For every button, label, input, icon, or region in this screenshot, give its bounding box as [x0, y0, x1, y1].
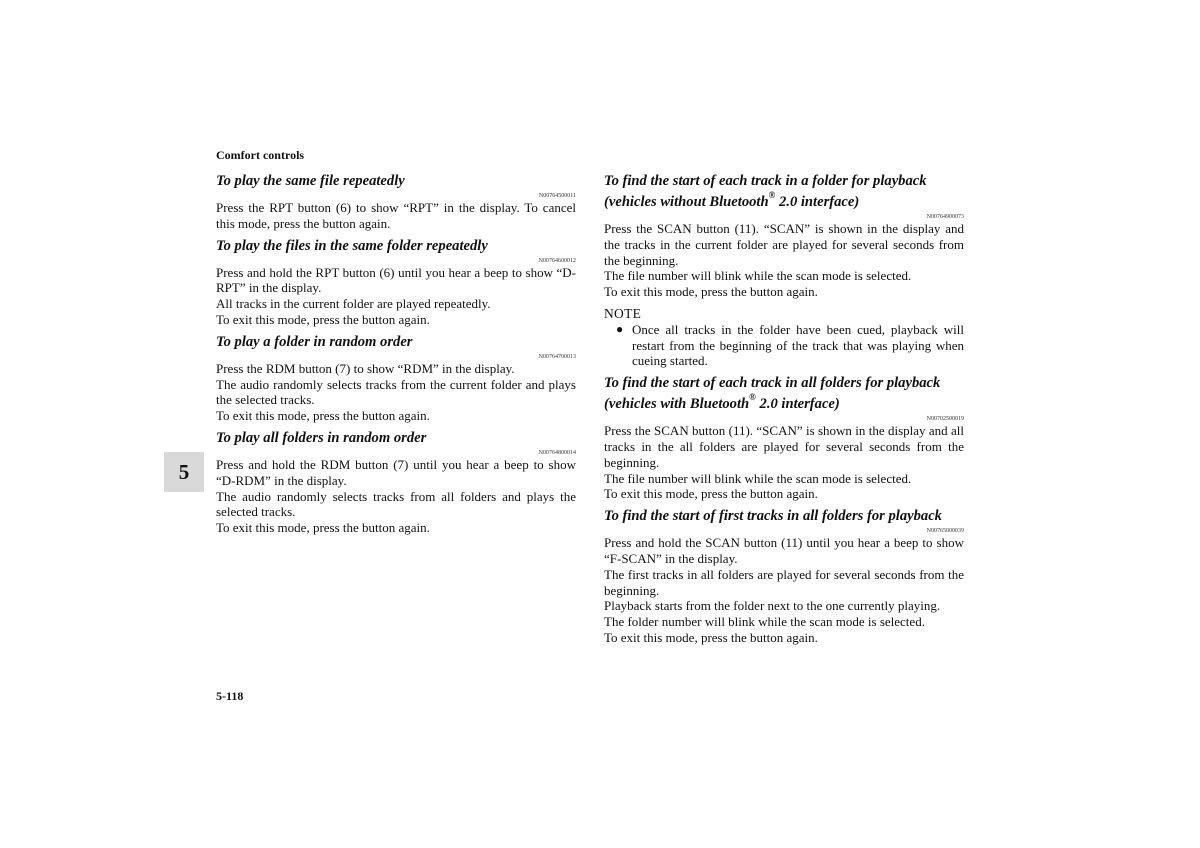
- paragraph: Press the RPT button (6) to show “RPT” in the display. To cancel this mode, press the button again.: [216, 200, 576, 231]
- section-random-folder: [216, 332, 576, 424]
- reference-code: N00764600012: [538, 257, 576, 264]
- section-heading: To find the start of each track in a folder for playback: [604, 173, 927, 189]
- reference-code: N00764900073: [926, 214, 964, 220]
- registered-mark: ®: [768, 190, 776, 201]
- registered-mark: ®: [749, 392, 756, 403]
- paragraph: Press the SCAN button (11). “SCAN” is shown in the display and the tracks in the current folder are played for several seconds from the beginning.: [604, 221, 964, 268]
- paragraph: Press and hold the RDM button (7) until you hear a beep to show “D-RDM” in the display.: [216, 456, 576, 488]
- section-heading-qualifier: (vehicles without Bluetooth® 2.0 interface): [604, 190, 860, 210]
- section-heading-qualifier: (vehicles with Bluetooth® 2.0 interface): [604, 392, 840, 413]
- reference-code: N00764800014: [538, 449, 576, 456]
- reference-code: N00764700013: [538, 353, 576, 360]
- note-text: Once all tracks in the folder have been cued, playback will restart from the beginning of the track that was playing when cueing started.: [632, 321, 964, 369]
- paragraph: To exit this mode, press the button again.: [216, 311, 430, 327]
- section-heading: To play all folders in random order: [216, 429, 427, 446]
- section-random-all: [216, 428, 576, 536]
- page-number: 5-118: [216, 689, 244, 703]
- section-heading: To find the start of each track in all folders for playback: [604, 375, 941, 392]
- reference-code: N00764500011: [538, 193, 576, 199]
- paragraph: To exit this mode, press the button again.: [216, 408, 430, 424]
- reference-code: N00702500019: [926, 416, 964, 423]
- paragraph: The audio randomly selects tracks from the current folder and plays the selected tracks.: [216, 376, 576, 408]
- section-heading: To play the same file repeatedly: [216, 173, 405, 189]
- section-heading: To play a folder in random order: [216, 333, 413, 350]
- reference-code: N00765000039: [926, 528, 964, 535]
- paragraph: Playback starts from the folder next to the one currently playing.: [604, 598, 941, 614]
- paragraph: The audio randomly selects tracks from all folders and plays the selected tracks.: [216, 488, 576, 520]
- paragraph: Press the RDM button (7) to show “RDM” in the display.: [216, 360, 515, 376]
- paragraph: All tracks in the current folder are played repeatedly.: [216, 296, 491, 312]
- paragraph: Press and hold the RPT button (6) until you hear a beep to show “D-RPT” in the display.: [216, 264, 576, 296]
- section-repeat-file: [216, 171, 576, 232]
- paragraph: The file number will blink while the scan mode is selected.: [604, 268, 912, 284]
- section-heading: To find the start of first tracks in all folders for playback: [604, 508, 942, 525]
- section-scan-all-folders: [604, 373, 964, 502]
- paragraph: To exit this mode, press the button again.: [604, 629, 818, 645]
- paragraph: The folder number will blink while the scan mode is selected.: [604, 614, 925, 630]
- section-heading: To play the files in the same folder repeatedly: [216, 237, 488, 254]
- paragraph: The first tracks in all folders are played for several seconds from the beginning.: [604, 566, 964, 598]
- paragraph: To exit this mode, press the button again.: [216, 520, 430, 536]
- chapter-tab: [164, 452, 204, 492]
- paragraph: Press the SCAN button (11). “SCAN” is shown in the display and all tracks in the all folders are played for several seconds from the beginning.: [604, 423, 964, 470]
- right-column: [604, 171, 964, 646]
- chapter-number: 5: [178, 459, 190, 484]
- note-block: [604, 306, 964, 369]
- note-title: NOTE: [604, 305, 642, 321]
- paragraph: The file number will blink while the scan mode is selected.: [604, 470, 912, 486]
- section-repeat-folder: [216, 236, 576, 328]
- section-scan-folder: [604, 171, 964, 300]
- paragraph: Press and hold the SCAN button (11) until you hear a beep to show “F-SCAN” in the display.: [604, 535, 964, 566]
- section-scan-first-tracks: [604, 506, 964, 646]
- paragraph: To exit this mode, press the button again.: [604, 486, 818, 502]
- note-bullet: [616, 322, 964, 369]
- section-header: Comfort controls: [216, 148, 305, 162]
- paragraph: To exit this mode, press the button again.: [604, 284, 818, 300]
- bullet-icon: ●: [616, 321, 624, 336]
- left-column: [216, 171, 576, 536]
